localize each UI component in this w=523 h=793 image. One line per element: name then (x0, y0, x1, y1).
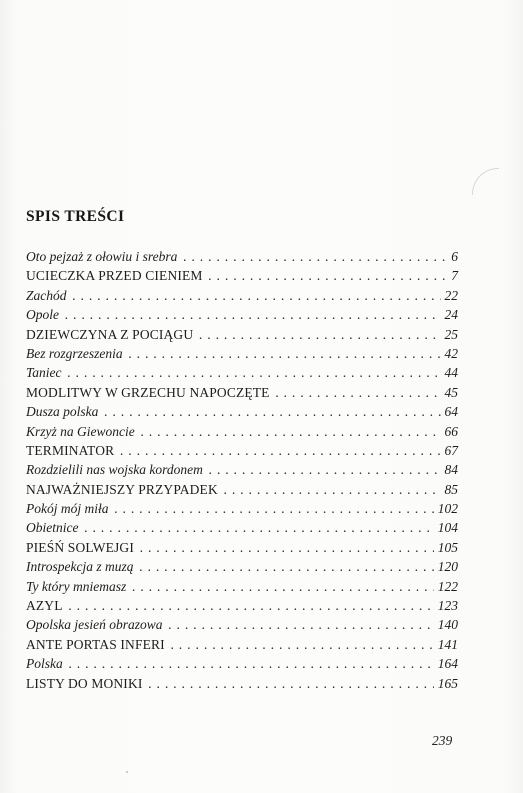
toc-entry (26, 654, 458, 673)
toc-entry-page: 104 (437, 520, 458, 536)
toc-entry (26, 422, 458, 441)
toc-dot-leader (171, 635, 434, 654)
toc-entry-page: 84 (444, 462, 458, 478)
toc-entry-title: Krzyż na Giewoncie (26, 423, 135, 439)
toc-entry (26, 383, 458, 402)
toc-entry-title: Rozdzielili nas wojska kordonem (26, 462, 203, 478)
toc-entry-title: Dusza polska (26, 404, 99, 420)
toc-entry-page: 141 (437, 636, 458, 652)
toc-dot-leader (149, 674, 434, 693)
toc-entry-page: 122 (437, 578, 458, 594)
toc-entry (26, 441, 458, 460)
toc-dot-leader (199, 325, 440, 344)
toc-entry (26, 499, 458, 518)
toc-entry-page: 123 (437, 598, 458, 614)
toc-entry-title: Introspekcja z muzą (26, 559, 134, 575)
toc-entry (26, 480, 458, 499)
toc-dot-leader (69, 654, 434, 673)
toc-dot-leader (84, 518, 433, 537)
toc-entry-page: 105 (437, 539, 458, 555)
toc-entry-title: MODLITWY W GRZECHU NAPOCZĘTE (26, 384, 270, 400)
page-title: SPIS TREŚCI (26, 208, 125, 225)
toc-dot-leader (65, 305, 441, 324)
toc-entry-title: Bez rozgrzeszenia (26, 345, 123, 361)
toc-entry (26, 363, 458, 382)
toc-entry-page: 67 (444, 442, 458, 458)
toc-dot-leader (276, 383, 441, 402)
toc-entry (26, 577, 458, 596)
toc-entry (26, 266, 458, 285)
toc-entry-page: 24 (444, 307, 458, 323)
toc-entry (26, 674, 458, 693)
table-of-contents (26, 247, 458, 693)
toc-dot-leader (73, 286, 441, 305)
toc-entry-title: ANTE PORTAS INFERI (26, 636, 165, 652)
toc-entry-page: 102 (437, 501, 458, 517)
toc-entry-title: Ty który mniemasz (26, 578, 127, 594)
toc-dot-leader (68, 363, 441, 382)
toc-entry-page: 42 (444, 345, 458, 361)
toc-entry-page: 164 (437, 656, 458, 672)
toc-entry-page: 6 (451, 249, 458, 264)
toc-entry-page: 85 (444, 481, 458, 497)
toc-entry (26, 247, 458, 266)
toc-dot-leader (209, 460, 441, 479)
toc-entry-page: 22 (444, 287, 458, 303)
toc-entry-title: DZIEWCZYNA Z POCIĄGU (26, 326, 194, 342)
toc-entry-page: 7 (451, 268, 458, 284)
page-crease-mark (472, 168, 499, 195)
toc-dot-leader (209, 266, 448, 285)
toc-entry-title: Taniec (26, 365, 62, 381)
toc-entry-title: LISTY DO MONIKI (26, 675, 143, 691)
toc-entry (26, 596, 458, 615)
toc-entry-title: Zachód (26, 287, 67, 303)
toc-entry-title: Polska (26, 656, 63, 672)
toc-entry-page: 25 (444, 326, 458, 342)
toc-entry-title: Opole (26, 307, 59, 323)
toc-entry (26, 305, 458, 324)
toc-entry (26, 538, 458, 557)
toc-dot-leader (140, 538, 434, 557)
toc-entry-page: 165 (437, 675, 458, 691)
toc-entry-page: 45 (444, 384, 458, 400)
toc-dot-leader (169, 615, 434, 634)
toc-entry (26, 402, 458, 421)
toc-entry-page: 44 (444, 365, 458, 381)
toc-dot-leader (104, 402, 440, 421)
toc-entry-page: 120 (437, 559, 458, 575)
toc-entry (26, 518, 458, 537)
toc-entry (26, 557, 458, 576)
toc-dot-leader (140, 557, 434, 576)
toc-entry-page: 66 (444, 423, 458, 439)
toc-dot-leader (132, 577, 434, 596)
toc-entry-title: PIEŚŃ SOLWEJGI (26, 539, 134, 555)
toc-entry-title: UCIECZKA PRZED CIENIEM (26, 268, 203, 284)
toc-dot-leader (129, 344, 441, 363)
toc-entry-page: 140 (437, 617, 458, 633)
toc-entry (26, 460, 458, 479)
toc-dot-leader (69, 596, 434, 615)
toc-entry-title: Pokój mój miła (26, 501, 109, 517)
toc-entry-title: Oto pejzaż z ołowiu i srebra (26, 249, 178, 264)
toc-entry (26, 344, 458, 363)
toc-entry-page: 64 (444, 404, 458, 420)
toc-entry-title: Opolska jesień obrazowa (26, 617, 163, 633)
page-number: 239 (432, 733, 453, 748)
toc-dot-leader (224, 480, 441, 499)
toc-entry (26, 615, 458, 634)
toc-dot-leader (141, 422, 441, 441)
toc-entry-title: AZYL (26, 598, 63, 614)
toc-entry-title: TERMINATOR (26, 442, 115, 458)
toc-entry-title: NAJWAŻNIEJSZY PRZYPADEK (26, 481, 218, 497)
toc-entry (26, 286, 458, 305)
toc-dot-leader (120, 441, 440, 460)
toc-entry (26, 325, 458, 344)
toc-entry-title: Obietnice (26, 520, 79, 536)
paper-speck (126, 771, 128, 773)
toc-dot-leader (115, 499, 434, 518)
toc-entry (26, 635, 458, 654)
toc-dot-leader (183, 247, 447, 266)
